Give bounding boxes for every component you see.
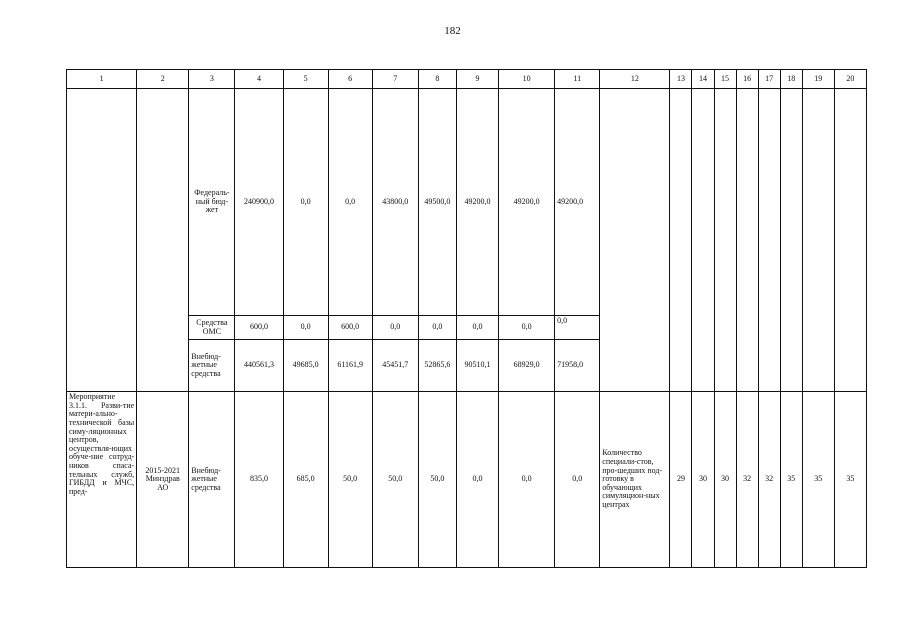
empty-cell	[600, 89, 670, 392]
amount-cell: 61161,9	[328, 340, 372, 392]
amount-cell: 0,0	[328, 89, 372, 316]
header-cell: 9	[456, 70, 498, 89]
amount-cell: 45451,7	[372, 340, 418, 392]
header-cell: 5	[283, 70, 328, 89]
amount-cell: 71958,0	[555, 340, 600, 392]
amount-cell: 240900,0	[235, 89, 283, 316]
empty-cell	[670, 89, 692, 392]
header-cell: 6	[328, 70, 372, 89]
header-cell: 17	[758, 70, 780, 89]
header-cell: 4	[235, 70, 283, 89]
amount-cell: 0,0	[555, 316, 600, 340]
amount-cell: 0,0	[283, 316, 328, 340]
measure-executor: Минздрав АО	[145, 474, 180, 492]
amount-cell: 0,0	[456, 316, 498, 340]
header-cell: 13	[670, 70, 692, 89]
measure-period-executor	[137, 392, 189, 568]
header-cell: 18	[780, 70, 802, 89]
empty-cell	[692, 89, 714, 392]
empty-cell	[780, 89, 802, 392]
amount-cell: 600,0	[235, 316, 283, 340]
empty-cell	[834, 89, 866, 392]
amount-cell: 0,0	[499, 316, 555, 340]
empty-cell	[67, 89, 137, 392]
amount-cell: 43800,0	[372, 89, 418, 316]
amount-cell: 49200,0	[555, 89, 600, 316]
header-cell: 7	[372, 70, 418, 89]
amount-cell: 0,0	[283, 89, 328, 316]
indicator-name: Количество специали-стов, про-шедших под-готовку в обучающих симуляцион-ных центрах	[600, 392, 670, 568]
amount-cell: 0,0	[499, 392, 555, 568]
amount-cell: 52865,6	[418, 340, 456, 392]
amount-cell: 0,0	[418, 316, 456, 340]
amount-cell: 0,0	[456, 392, 498, 568]
empty-cell	[758, 89, 780, 392]
amount-cell: 90510,1	[456, 340, 498, 392]
amount-cell: 440561,3	[235, 340, 283, 392]
header-cell: 3	[189, 70, 235, 89]
amount-cell: 0,0	[555, 392, 600, 568]
amount-cell: 49200,0	[456, 89, 498, 316]
amount-cell: 50,0	[418, 392, 456, 568]
amount-cell: 49685,0	[283, 340, 328, 392]
target-value: 30	[692, 392, 714, 568]
amount-cell: 50,0	[328, 392, 372, 568]
header-cell: 11	[555, 70, 600, 89]
header-row	[67, 70, 867, 89]
amount-cell: 835,0	[235, 392, 283, 568]
funding-source: Федераль-ный бюд-жет	[189, 89, 235, 316]
amount-cell: 0,0	[372, 316, 418, 340]
header-cell: 12	[600, 70, 670, 89]
page-number: 182	[444, 25, 461, 37]
measure-name: Мероприятие 3.1.1. Разви-тие матери-ально-технической базы симу-ляционных центров, осуществля-ющих обуче-ние сотруд-ников спаса-тельных служб, ГИБДД и МЧС, пред-	[67, 392, 137, 568]
target-value: 30	[714, 392, 736, 568]
amount-cell: 600,0	[328, 316, 372, 340]
header-cell: 1	[67, 70, 137, 89]
funding-source: Внебюд-жетные средства	[189, 392, 235, 568]
empty-cell	[714, 89, 736, 392]
empty-cell	[137, 89, 189, 392]
header-cell: 16	[736, 70, 758, 89]
target-value: 35	[834, 392, 866, 568]
amount-cell: 49200,0	[499, 89, 555, 316]
target-value: 35	[802, 392, 834, 568]
empty-cell	[802, 89, 834, 392]
amount-cell: 50,0	[372, 392, 418, 568]
federal-budget-row	[67, 89, 867, 316]
target-value: 32	[758, 392, 780, 568]
funding-source: Внебюд-жетные средства	[189, 340, 235, 392]
target-value: 35	[780, 392, 802, 568]
header-cell: 2	[137, 70, 189, 89]
header-cell: 19	[802, 70, 834, 89]
header-cell: 14	[692, 70, 714, 89]
empty-cell	[736, 89, 758, 392]
amount-cell: 49500,0	[418, 89, 456, 316]
amount-cell: 685,0	[283, 392, 328, 568]
header-cell: 20	[834, 70, 866, 89]
measure-period: 2015-2021	[145, 465, 181, 475]
amount-cell: 68929,0	[499, 340, 555, 392]
header-cell: 15	[714, 70, 736, 89]
target-value: 32	[736, 392, 758, 568]
header-cell: 10	[499, 70, 555, 89]
target-value: 29	[670, 392, 692, 568]
program-table	[66, 69, 867, 568]
funding-source: Средства ОМС	[189, 316, 235, 340]
header-cell: 8	[418, 70, 456, 89]
measure-row	[67, 392, 867, 568]
